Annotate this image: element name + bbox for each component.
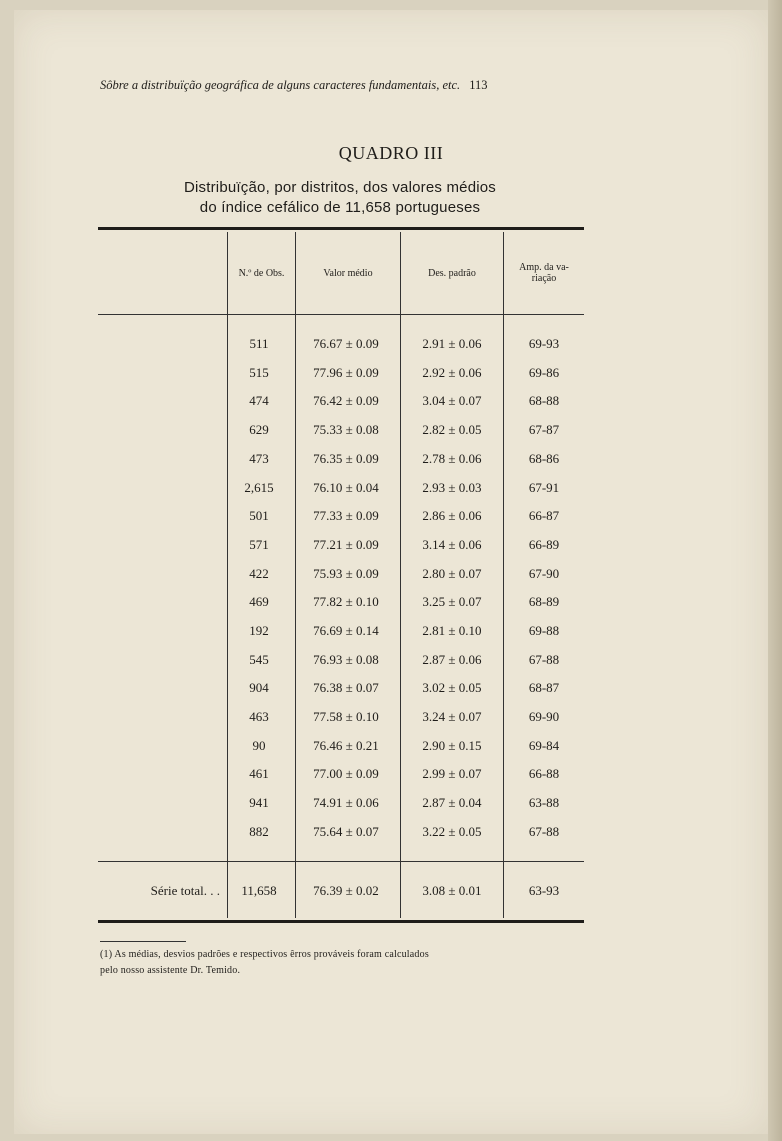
obs-count: 90 [252, 738, 266, 753]
amplitude: 66-87 [528, 508, 560, 523]
table-row [98, 789, 584, 817]
table-row [98, 474, 584, 502]
table-row [98, 646, 584, 674]
total-amplitude: 63-93 [528, 883, 560, 898]
table-title: QUADRO III [338, 143, 444, 163]
valor-medio: 75.93 ± 0.09 [313, 566, 379, 581]
valor-medio: 77.21 ± 0.09 [313, 537, 379, 552]
table-row [98, 703, 584, 731]
table-row [98, 445, 584, 473]
valor-medio: 77.82 ± 0.10 [313, 594, 379, 609]
total-des-padrao: 3.08 ± 0.01 [422, 883, 482, 898]
amplitude: 68-89 [528, 594, 560, 609]
footnote [100, 947, 590, 979]
table-row [98, 617, 584, 645]
page-edge [768, 0, 782, 1141]
valor-medio: 77.00 ± 0.09 [313, 766, 379, 781]
total-obs-count: 11,658 [241, 883, 277, 898]
obs-count: 473 [249, 451, 269, 466]
page-number: 113 [469, 78, 488, 92]
amplitude: 69-90 [528, 709, 560, 724]
table-row [98, 387, 584, 415]
amplitude: 67-88 [528, 824, 560, 839]
table-row [98, 416, 584, 444]
amplitude: 68-88 [528, 393, 560, 408]
running-head-text: Sôbre a distribuïção geográfica de alguns caracteres fundamentais, etc. [100, 78, 461, 92]
table-row [98, 760, 584, 788]
valor-medio: 76.35 ± 0.09 [313, 451, 379, 466]
obs-count: 2,615 [244, 480, 274, 495]
valor-medio: 77.33 ± 0.09 [313, 508, 379, 523]
des-padrao: 3.14 ± 0.06 [422, 537, 482, 552]
running-head [100, 78, 585, 93]
amplitude: 67-91 [528, 480, 560, 495]
table-row [98, 502, 584, 530]
obs-count: 882 [249, 824, 269, 839]
valor-medio: 75.64 ± 0.07 [313, 824, 379, 839]
body-bottom-rule [98, 861, 584, 862]
amplitude: 67-88 [528, 652, 560, 667]
table-row [98, 732, 584, 760]
valor-medio: 75.33 ± 0.08 [313, 422, 379, 437]
des-padrao: 2.92 ± 0.06 [422, 365, 482, 380]
obs-count: 941 [249, 795, 269, 810]
valor-medio: 76.42 ± 0.09 [313, 393, 379, 408]
subtitle-line-2: do índice cefálico de 11,658 portugueses [199, 199, 481, 216]
des-padrao: 2.81 ± 0.10 [422, 623, 482, 638]
header-obs: N.º de Obs. [238, 267, 285, 279]
header-des-padrao: Des. padrão [428, 267, 476, 279]
obs-count: 501 [249, 508, 269, 523]
table-row [98, 674, 584, 702]
valor-medio: 76.69 ± 0.14 [313, 623, 379, 638]
des-padrao: 2.93 ± 0.03 [422, 480, 482, 495]
amplitude: 66-88 [528, 766, 560, 781]
amplitude: 68-86 [528, 451, 560, 466]
des-padrao: 2.80 ± 0.07 [422, 566, 482, 581]
footnote-line-2: pelo nosso assistente Dr. Temido. [100, 965, 241, 976]
valor-medio: 76.10 ± 0.04 [313, 480, 379, 495]
total-label: Série total. . . [150, 883, 220, 898]
valor-medio: 76.38 ± 0.07 [313, 680, 379, 695]
amplitude: 66-89 [528, 537, 560, 552]
valor-medio: 76.93 ± 0.08 [313, 652, 379, 667]
valor-medio: 77.58 ± 0.10 [313, 709, 379, 724]
table-row [98, 330, 584, 358]
des-padrao: 2.87 ± 0.04 [422, 795, 482, 810]
obs-count: 511 [249, 336, 269, 351]
table-row [98, 588, 584, 616]
table-row [98, 560, 584, 588]
amplitude: 67-87 [528, 422, 560, 437]
obs-count: 469 [249, 594, 269, 609]
table-row [98, 359, 584, 387]
amplitude: 69-86 [528, 365, 560, 380]
table-bottom-rule [98, 920, 584, 923]
obs-count: 474 [249, 393, 269, 408]
header-amplitude-line-2: riação [531, 273, 557, 284]
header-amplitude [504, 232, 584, 314]
footnote-line-1: (1) As médias, desvios padrões e respectivos êrros prováveis foram calculados [100, 949, 429, 960]
obs-count: 545 [249, 652, 269, 667]
valor-medio: 77.96 ± 0.09 [313, 365, 379, 380]
table-row [98, 531, 584, 559]
valor-medio: 76.67 ± 0.09 [313, 336, 379, 351]
amplitude: 68-87 [528, 680, 560, 695]
header-amplitude-line-1: Amp. da va- [519, 262, 569, 273]
des-padrao: 3.22 ± 0.05 [422, 824, 482, 839]
obs-count: 629 [249, 422, 269, 437]
table-total-row [98, 877, 584, 905]
header-valor-medio: Valor médio [323, 267, 373, 279]
total-valor-medio: 76.39 ± 0.02 [313, 883, 379, 898]
des-padrao: 2.87 ± 0.06 [422, 652, 482, 667]
amplitude: 69-93 [528, 336, 560, 351]
amplitude: 63-88 [528, 795, 560, 810]
des-padrao: 2.78 ± 0.06 [422, 451, 482, 466]
obs-count: 192 [249, 623, 269, 638]
valor-medio: 74.91 ± 0.06 [313, 795, 379, 810]
obs-count: 904 [249, 680, 269, 695]
des-padrao: 3.02 ± 0.05 [422, 680, 482, 695]
des-padrao: 2.82 ± 0.05 [422, 422, 482, 437]
table-row [98, 818, 584, 846]
des-padrao: 3.25 ± 0.07 [422, 594, 482, 609]
footnote-rule [100, 941, 186, 942]
subtitle-line-1: Distribuïção, por distritos, dos valores médios [183, 179, 497, 196]
des-padrao: 2.91 ± 0.06 [422, 336, 482, 351]
des-padrao: 3.24 ± 0.07 [422, 709, 482, 724]
obs-count: 463 [249, 709, 269, 724]
amplitude: 69-84 [528, 738, 560, 753]
table-subtitle [0, 178, 680, 218]
obs-count: 461 [249, 766, 269, 781]
table-top-rule [98, 227, 584, 230]
des-padrao: 2.90 ± 0.15 [422, 738, 482, 753]
amplitude: 69-88 [528, 623, 560, 638]
des-padrao: 2.86 ± 0.06 [422, 508, 482, 523]
header-bottom-rule [98, 314, 584, 315]
amplitude: 67-90 [528, 566, 560, 581]
obs-count: 571 [249, 537, 269, 552]
obs-count: 515 [249, 365, 269, 380]
obs-count: 422 [249, 566, 269, 581]
valor-medio: 76.46 ± 0.21 [313, 738, 379, 753]
des-padrao: 3.04 ± 0.07 [422, 393, 482, 408]
des-padrao: 2.99 ± 0.07 [422, 766, 482, 781]
